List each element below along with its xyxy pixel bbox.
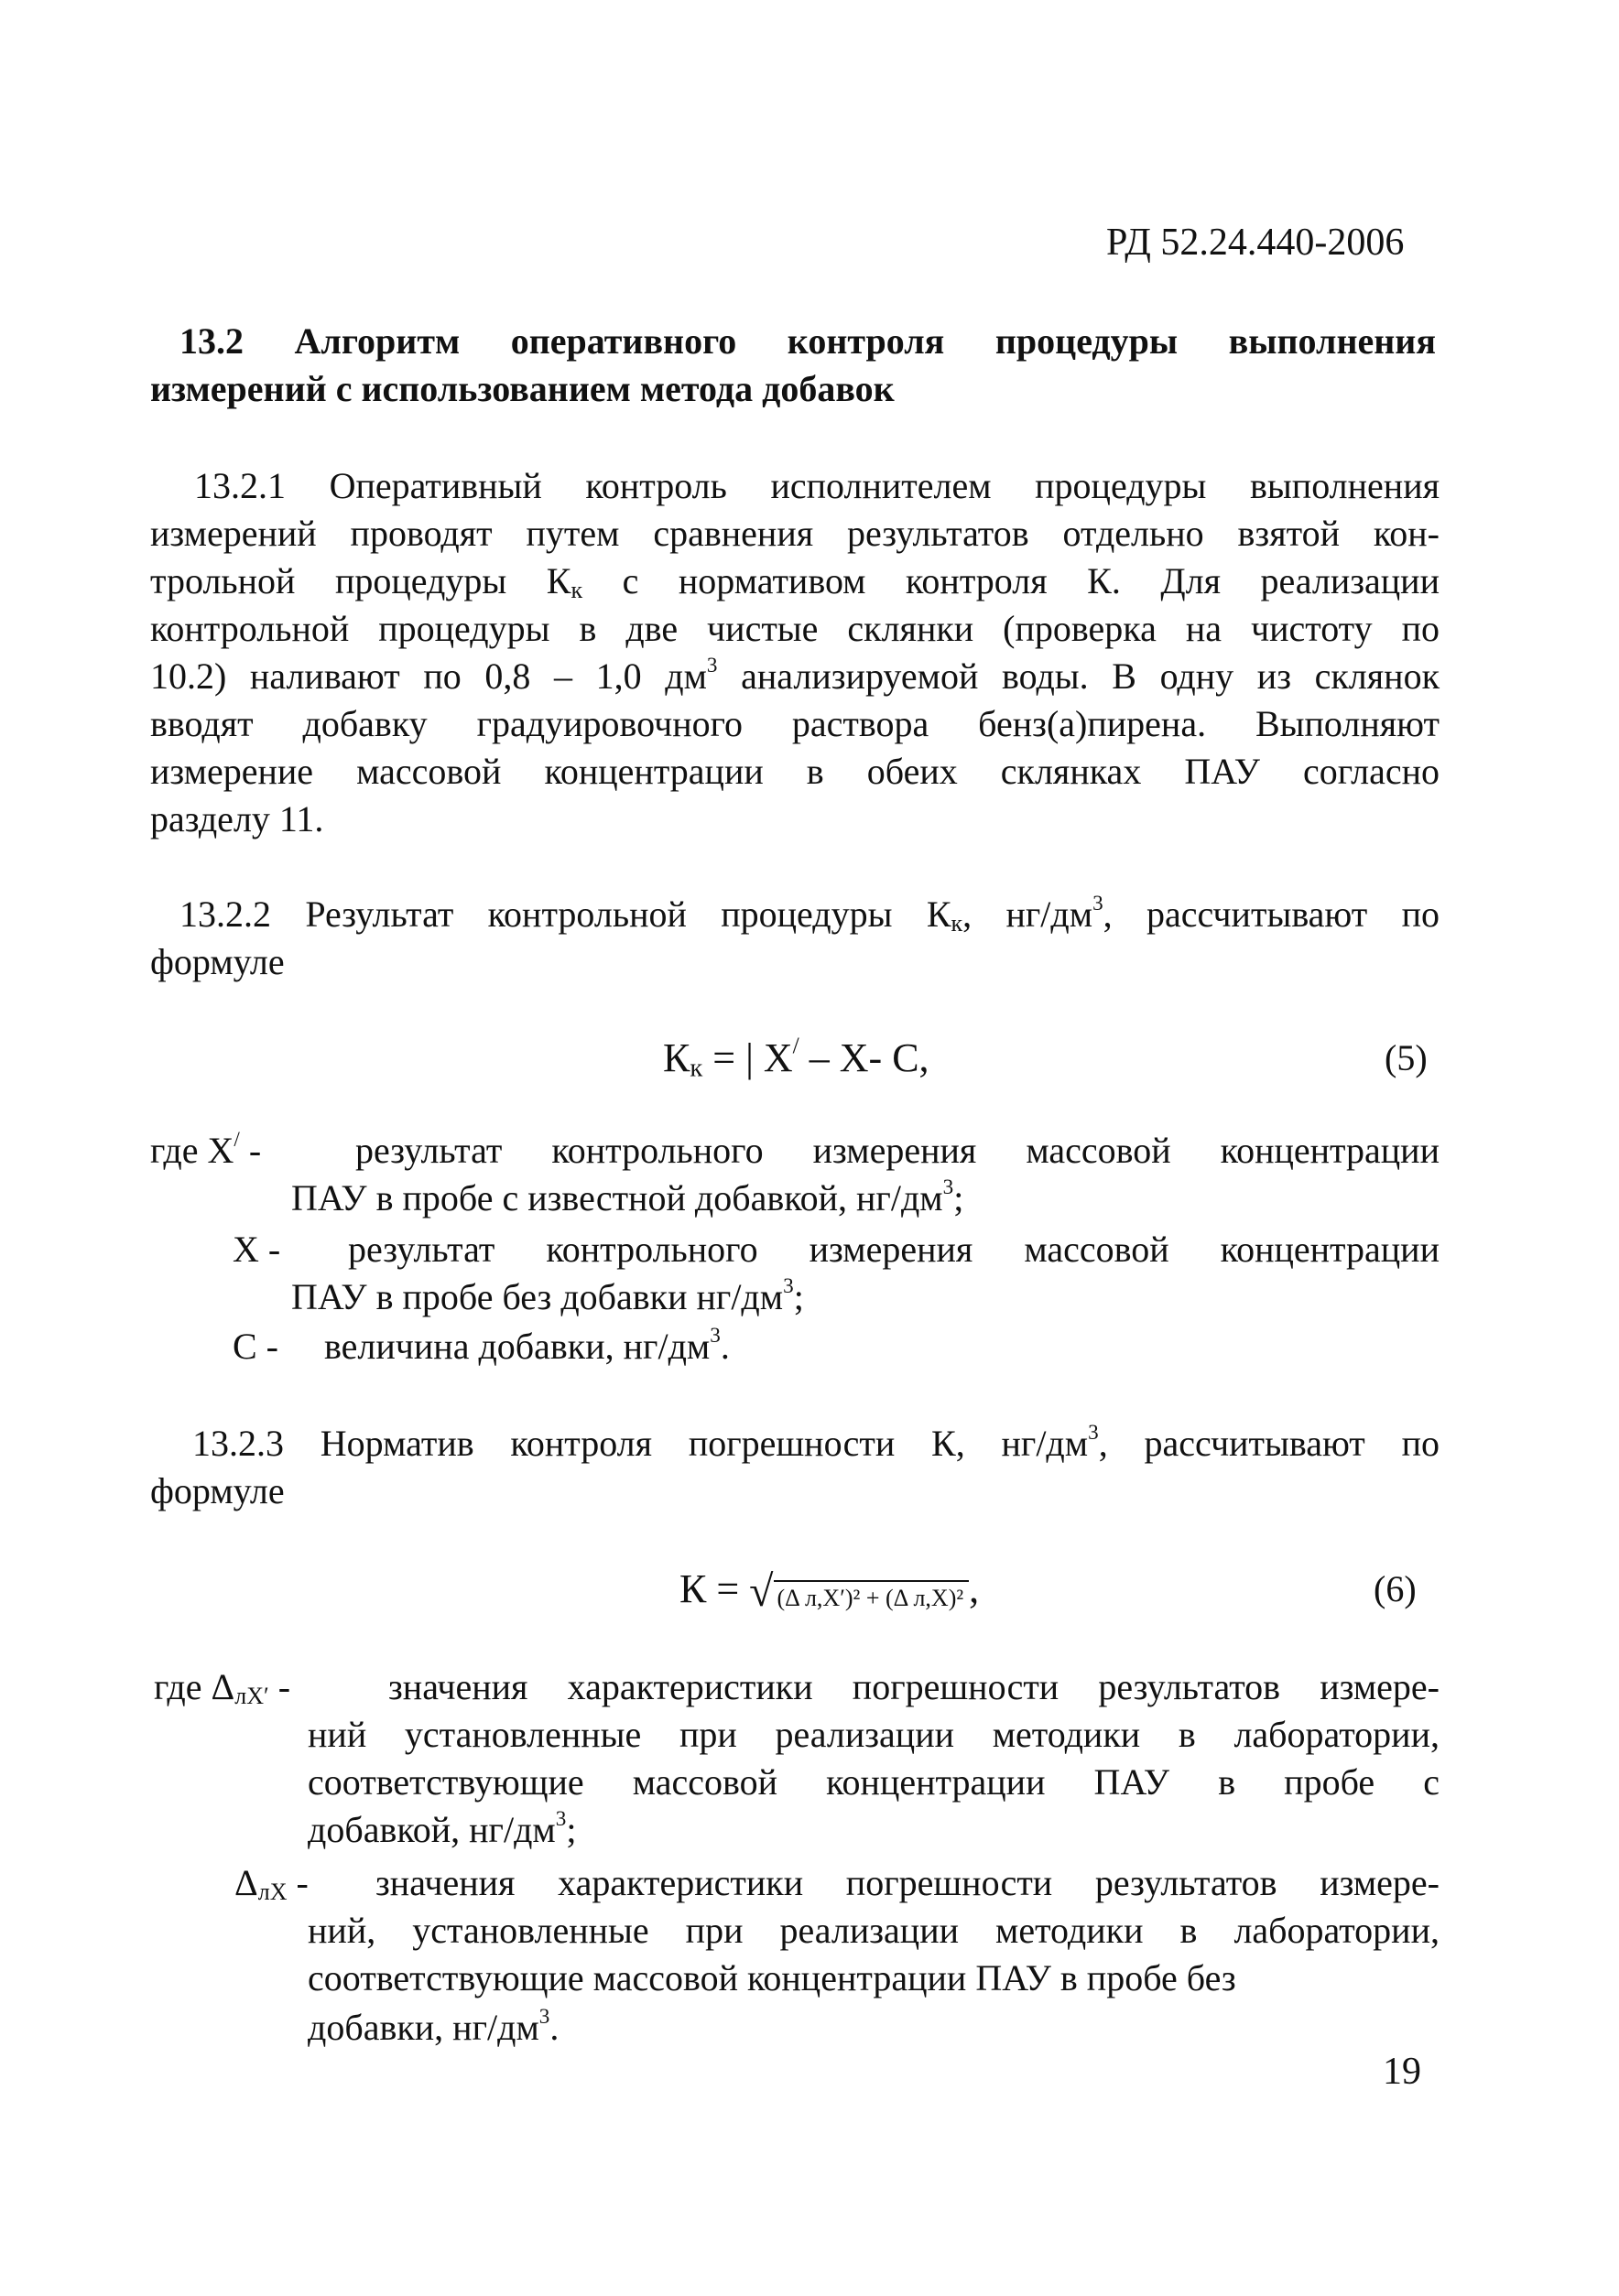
paragraph-13-2-1-line-7: измерение массовой концентрации в обеих склянках ПАУ согласно bbox=[150, 751, 1440, 792]
superscript: 3 bbox=[783, 1273, 794, 1298]
page-number: 19 bbox=[1383, 2051, 1421, 2093]
subscript: лX′ bbox=[234, 1683, 269, 1710]
text-fragment: анализируемой воды. В одну из склянок bbox=[717, 655, 1440, 697]
definition-delta-x-prime-line-3: соответствующие массовой концентрации ПАУ в пробе с bbox=[308, 1761, 1440, 1803]
text-fragment: . bbox=[549, 2007, 560, 2048]
text-fragment: с нормативом контроля К. Для реализации bbox=[582, 560, 1440, 601]
definition-delta-x-prime-line-4 bbox=[308, 1807, 576, 1853]
paragraph-13-2-1-line-4: контрольной процедуры в две чистые склянки (проверка на чистоту по bbox=[150, 608, 1440, 649]
superscript: 3 bbox=[1088, 1420, 1099, 1445]
definition-c-line-1 bbox=[324, 1324, 730, 1370]
text-fragment: ; bbox=[953, 1177, 964, 1218]
definition-x-prime-label bbox=[150, 1128, 261, 1174]
text-fragment: 13.2.2 Результат контрольной процедуры К bbox=[179, 893, 951, 935]
text-fragment: добавкой, нг/дм bbox=[308, 1809, 556, 1850]
text-fragment: Δ bbox=[234, 1862, 258, 1903]
text-fragment: добавки, нг/дм bbox=[308, 2007, 539, 2048]
definition-x-prime-line-2 bbox=[291, 1175, 963, 1221]
radicand: (Δ л,X′)² + (Δ л,X)² bbox=[774, 1580, 970, 1615]
eq-rhs-part: = | X bbox=[702, 1035, 793, 1080]
definition-c-label: С - bbox=[233, 1326, 278, 1367]
superscript: 3 bbox=[710, 1323, 721, 1348]
superscript: 3 bbox=[538, 2004, 550, 2029]
superscript: 3 bbox=[1092, 891, 1103, 915]
definition-delta-x-label bbox=[234, 1860, 309, 1915]
equation-6-number: (6) bbox=[1374, 1568, 1417, 1609]
document-code: РД 52.24.440-2006 bbox=[1106, 222, 1405, 264]
eq-lhs: К bbox=[663, 1035, 690, 1080]
definition-delta-x-line-2: ний, установленные при реализации методики в лаборатории, bbox=[308, 1910, 1440, 1951]
text-fragment: - bbox=[287, 1862, 309, 1903]
subscript: к bbox=[570, 577, 583, 604]
text-fragment: ; bbox=[566, 1809, 577, 1850]
paragraph-13-2-1-line-1: 13.2.1 Оперативный контроль исполнителем процедуры выполнения bbox=[194, 465, 1440, 506]
text-fragment: , рассчитывают по bbox=[1098, 1423, 1440, 1464]
equation-6 bbox=[679, 1564, 979, 1619]
subscript: лX bbox=[257, 1879, 288, 1906]
text-fragment: 13.2.3 Норматив контроля погрешности К, нг/дм bbox=[192, 1423, 1089, 1464]
paragraph-13-2-1-line-8: разделу 11. bbox=[150, 798, 324, 839]
text-fragment: . bbox=[720, 1326, 730, 1367]
equation-5 bbox=[663, 1033, 929, 1095]
definition-delta-x-line-3: соответствующие массовой концентрации ПАУ в пробе без bbox=[308, 1957, 1236, 1998]
section-heading-line-2: измерений с использованием метода добавок bbox=[150, 368, 895, 409]
text-fragment: трольной процедуры К bbox=[150, 560, 571, 601]
superscript: 3 bbox=[555, 1806, 567, 1831]
text-fragment: 10.2) наливают по 0,8 – 1,0 дм bbox=[150, 655, 707, 697]
text-fragment: где Δ bbox=[154, 1666, 235, 1707]
paragraph-13-2-1-line-2: измерений проводят путем сравнения результатов отдельно взятой кон- bbox=[150, 513, 1440, 554]
text-fragment: , нг/дм bbox=[962, 893, 1093, 935]
subscript: к bbox=[951, 910, 963, 937]
eq-lhs-subscript: к bbox=[690, 1054, 703, 1083]
paragraph-13-2-2-line-1 bbox=[179, 892, 1440, 947]
paragraph-13-2-3-line-1 bbox=[192, 1421, 1440, 1467]
text-fragment: где X bbox=[150, 1130, 234, 1171]
prime-mark: / bbox=[792, 1031, 799, 1058]
eq-tail: , bbox=[969, 1566, 980, 1611]
square-root bbox=[749, 1566, 969, 1619]
text-fragment: величина добавки, нг/дм bbox=[324, 1326, 711, 1367]
definition-x-line-2 bbox=[291, 1274, 804, 1320]
text-fragment: ; bbox=[793, 1276, 804, 1317]
equation-5-number: (5) bbox=[1385, 1037, 1428, 1078]
definition-x-line-1: результат контрольного измерения массовой концентрации bbox=[348, 1229, 1440, 1270]
definition-x-label: X - bbox=[233, 1229, 281, 1270]
prime-mark: / bbox=[234, 1127, 240, 1152]
paragraph-13-2-1-line-6: вводят добавку градуировочного раствора бенз(а)пирена. Выполняют bbox=[150, 703, 1440, 744]
section-heading-line-1: 13.2 Алгоритм оперативного контроля процедуры выполнения bbox=[179, 320, 1436, 362]
definition-delta-x-prime-line-2: ний установленные при реализации методики в лаборатории, bbox=[308, 1714, 1440, 1755]
text-fragment: ПАУ в пробе без добавки нг/дм bbox=[291, 1276, 784, 1317]
eq-lhs: К = bbox=[679, 1566, 740, 1611]
paragraph-13-2-1-line-5 bbox=[150, 654, 1440, 699]
superscript: 3 bbox=[706, 653, 718, 677]
definition-delta-x-line-1: значения характеристики погрешности результатов измере- bbox=[375, 1862, 1440, 1903]
paragraph-13-2-2-line-2: формуле bbox=[150, 941, 285, 982]
text-fragment: - bbox=[268, 1666, 291, 1707]
definition-delta-x-prime-line-1: значения характеристики погрешности результатов измере- bbox=[388, 1666, 1440, 1707]
definition-delta-x-prime-label bbox=[154, 1664, 290, 1719]
eq-rhs-part: – X- C, bbox=[799, 1035, 929, 1080]
radical-sign-icon: √ bbox=[749, 1567, 774, 1617]
text-fragment: , рассчитывают по bbox=[1103, 893, 1440, 935]
definition-delta-x-line-4 bbox=[308, 2005, 559, 2051]
superscript: 3 bbox=[942, 1175, 954, 1199]
text-fragment: - bbox=[239, 1130, 262, 1171]
text-fragment: ПАУ в пробе с известной добавкой, нг/дм bbox=[291, 1177, 943, 1218]
definition-x-prime-line-1: результат контрольного измерения массовой концентрации bbox=[355, 1130, 1440, 1171]
paragraph-13-2-3-line-2: формуле bbox=[150, 1470, 285, 1511]
